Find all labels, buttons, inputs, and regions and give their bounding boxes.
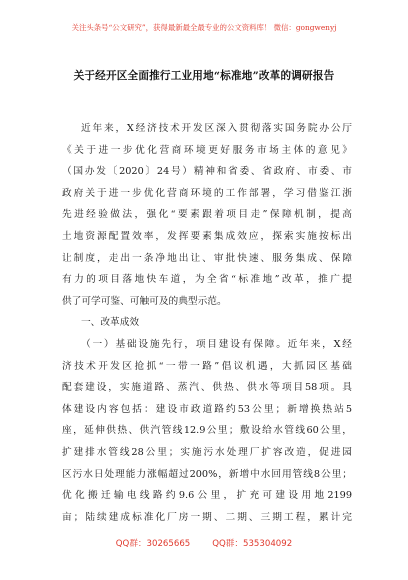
paragraph-line: 近年来，X经济技术开发区深入贯彻落实国务院办公厅 — [81, 123, 352, 134]
header-banner: 关注头条号“公文研究”，获得最新最全最专业的公文资料库！ 微信：gongwenyj — [71, 23, 337, 32]
paragraph-line: 《关于进一步优化营商环境更好服务市场主体的意见》 — [62, 144, 352, 156]
footer-qq-group-2: QQ群：535304092 — [212, 539, 293, 549]
footer-contact — [0, 537, 408, 549]
document-body — [62, 118, 352, 528]
paragraph-line: 让制度，走出一条净地出让、审批快速、服务集成、保障 — [62, 252, 352, 264]
paragraph-line: 优化搬迁输电线路约9.6公里，扩充可建设用地2199 — [62, 490, 352, 502]
paragraph-line: （国办发〔2020〕24号）精神和省委、省政府、市委、市 — [62, 166, 352, 178]
paragraph-line: 政府关于进一步优化营商环境的工作部署，学习借鉴江浙 — [62, 187, 352, 199]
paragraph-line: 有力的项目落地快车道，为全省“标准地”改革，推广提 — [62, 274, 352, 286]
paragraph-line: （一）基础设施先行，项目建设有保障。近年来，X经 — [81, 338, 352, 350]
paragraph-line: 座，延伸供热、供汽管线12.9公里；敷设给水管线60公里， — [62, 425, 352, 437]
paragraph-line: 供了可学可鉴、可触可及的典型示范。 — [62, 295, 227, 307]
paragraph-line: 配套建设，实施道路、蒸汽、供热、供水等项目58项。具 — [62, 382, 352, 394]
paragraph-line: 济技术开发区抢抓“一带一路”倡议机遇，大抓园区基础 — [62, 360, 352, 372]
paragraph-line: 区污水日处理能力涨幅超过200%，新增中水回用管线8公里； — [62, 468, 352, 480]
paragraph-line: 扩建排水管线28公里；实施污水处理厂扩容改造，促进园 — [62, 446, 352, 458]
paragraph-line: 体建设内容包括：建设市政道路约53公里；新增换热站5 — [62, 403, 352, 415]
paragraph-line: 亩；陆续建成标准化厂房一期、二期、三期工程，累计完 — [62, 511, 352, 523]
paragraph-line: 先进经验做法，强化“要素跟着项目走”保障机制，提高 — [62, 209, 352, 221]
paragraph-line: 土地资源配置效率，发挥要素集成效应，探索实施按标出 — [62, 230, 352, 242]
document-title: 关于经开区全面推行工业用地“标准地”改革的调研报告 — [73, 70, 335, 82]
section-heading: 一、改革成效 — [81, 317, 140, 329]
footer-qq-group-1: QQ群：30265665 — [115, 539, 191, 549]
